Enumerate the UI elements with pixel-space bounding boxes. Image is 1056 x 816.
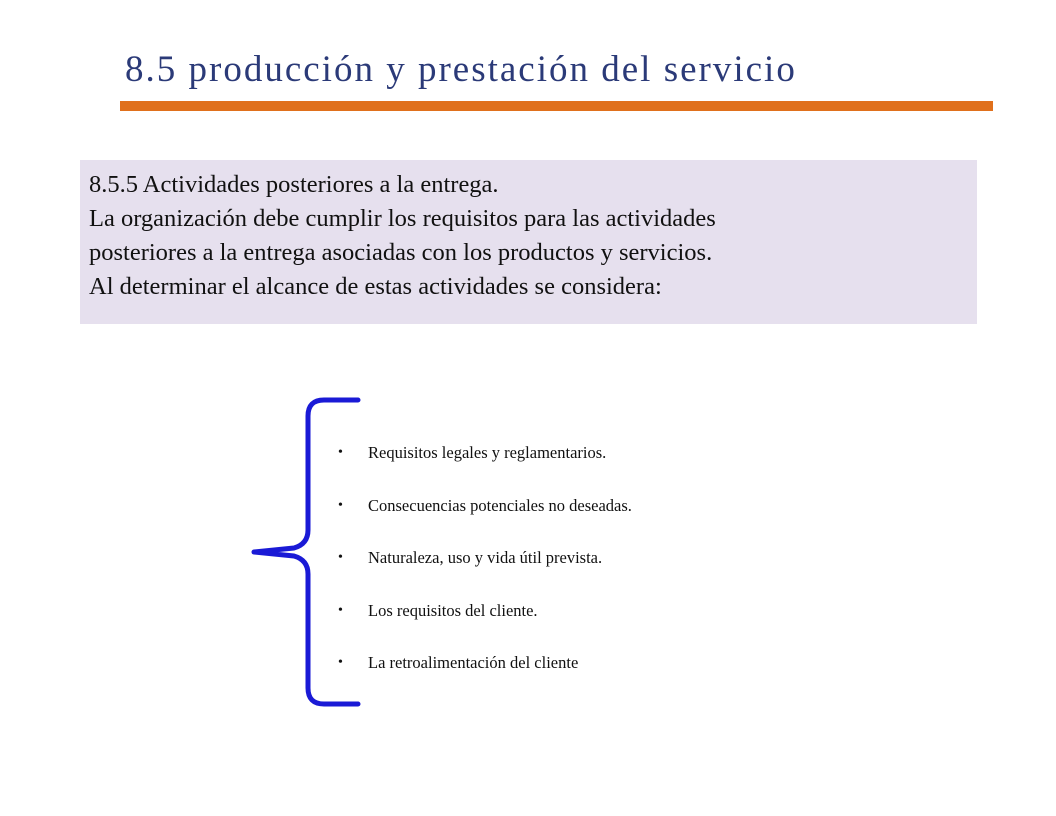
bullet-icon: • [338,602,343,618]
info-heading: 8.5.5 Actividades posteriores a la entrega. [89,171,499,198]
list-item-text: Consecuencias potenciales no deseadas. [368,495,632,515]
info-line: La organización debe cumplir los requisitos para las actividades [89,205,716,232]
list-item-text: Requisitos legales y reglamentarios. [368,443,607,462]
info-line: posteriores a la entrega asociadas con los productos y servicios. [89,239,713,266]
list-item-text: La retroalimentación del cliente [368,653,579,672]
bullet-icon: • [338,445,343,460]
bullet-icon: • [338,655,343,670]
bullet-icon: • [338,497,343,513]
title-underline-bar [120,101,993,111]
list-item-text: Naturaleza, uso y vida útil prevista. [368,548,603,567]
curly-bracket-icon [250,392,370,712]
slide-title: 8.5 producción y prestación del servicio [125,49,797,90]
info-line: Al determinar el alcance de estas actividades se considera: [89,273,662,300]
info-box [80,160,977,324]
bullet-icon: • [338,550,343,565]
list-item-text: Los requisitos del cliente. [368,600,538,620]
